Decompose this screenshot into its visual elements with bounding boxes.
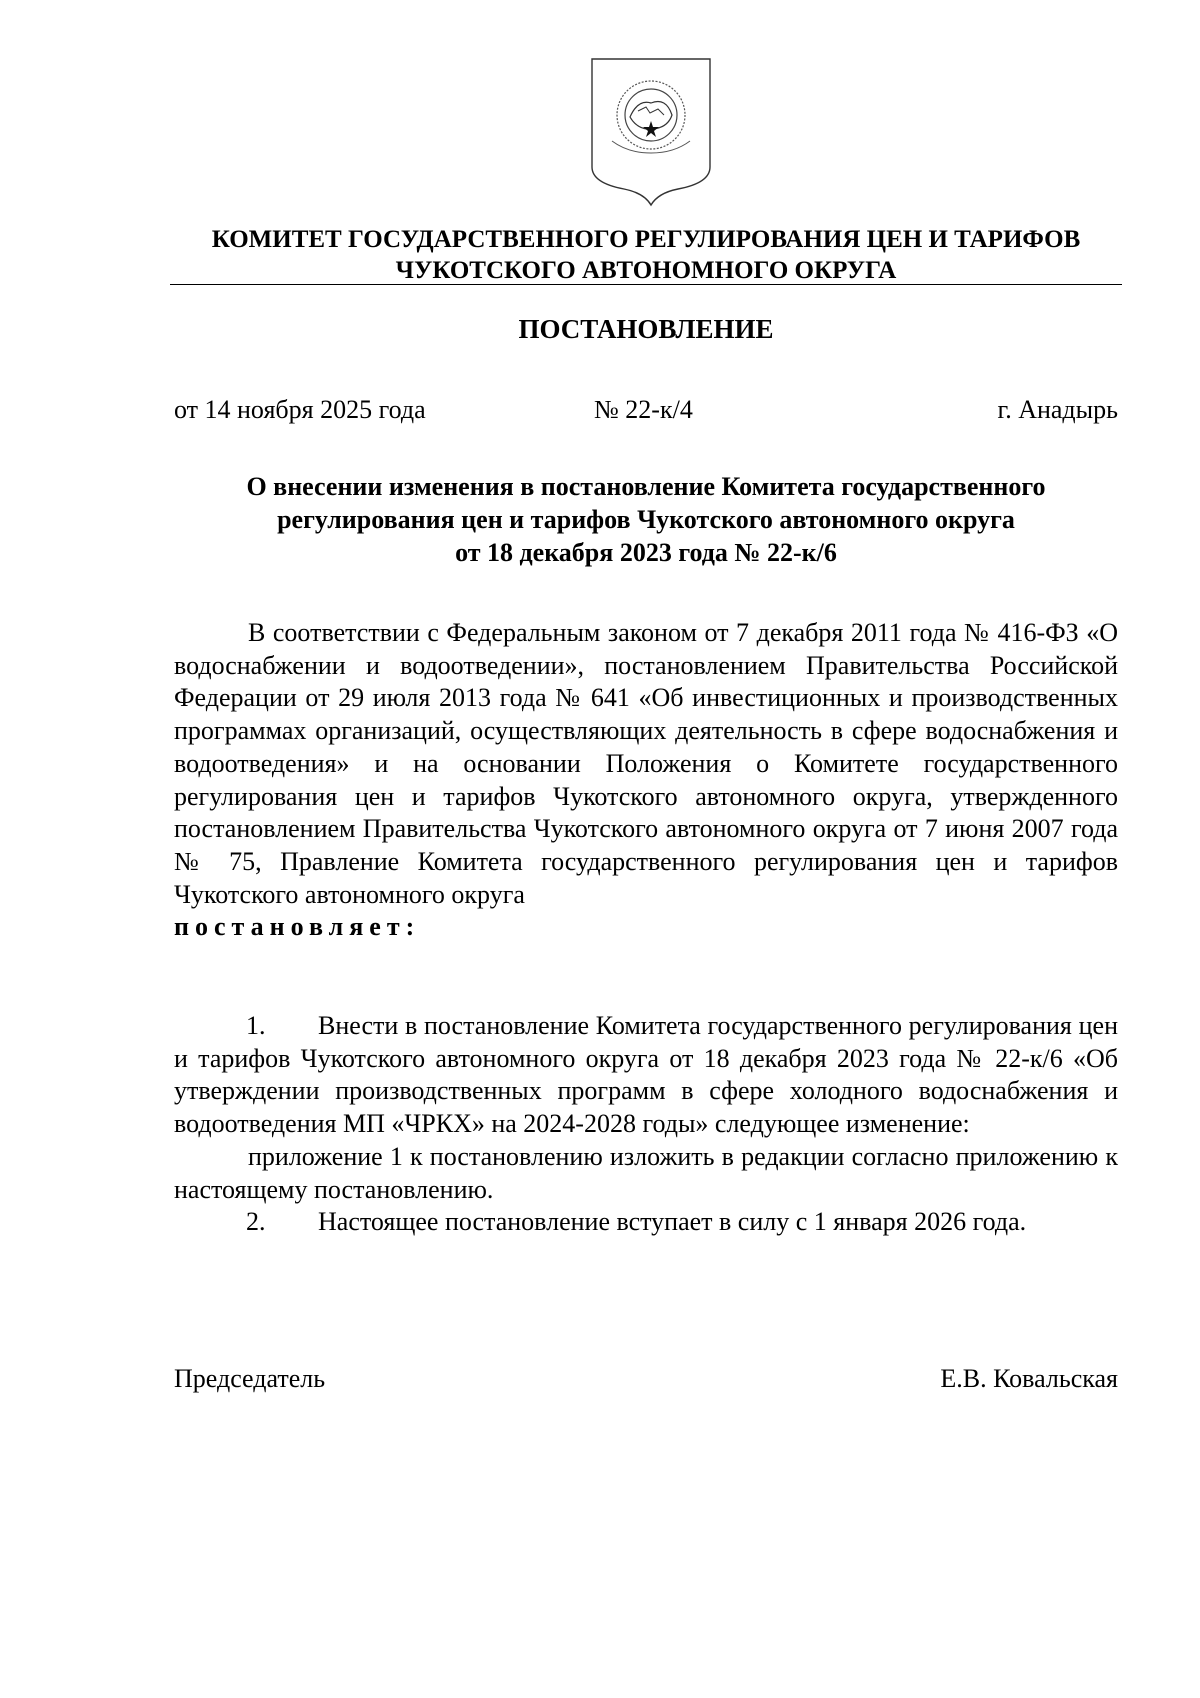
signatory-role: Председатель [174,1364,326,1393]
header-divider [170,284,1122,285]
org-line-1: КОМИТЕТ ГОСУДАРСТВЕННОГО РЕГУЛИРОВАНИЯ ЦЕН И ТАРИФОВ [211,226,1081,253]
list-item [174,1206,1118,1239]
item-subtext: приложение 1 к постановлению изложить в редакции согласно приложению к настоящему постановлению. [174,1141,1118,1204]
document-meta [174,393,1118,427]
document-number: № 22-к/4 [594,395,693,424]
list-item [174,1010,1118,1141]
issuing-authority [170,224,1122,286]
document-city: г. Анадырь [997,395,1118,424]
title-line-2: регулирования цен и тарифов Чукотского автономного округа [277,505,1015,534]
title-line-1: О внесении изменения в постановление Комитета государственного [246,472,1046,501]
decides-keyword: постановляет: [174,912,421,942]
document-date: от 14 ноября 2025 года [174,395,426,424]
item-number: 1. [246,1011,266,1040]
preamble-text: В соответствии с Федеральным законом от 7 декабря 2011 года № 416-ФЗ «О водоснабжении и водоотведении», постановлением Правительства Российской Федерации от 29 июля 2013 года № 641 «Об инвестиционных и производственных программах организаций, осуществляющих деятельность в сфере водоснабжения и водоотведения» и на основании Положения о Комитете государственного регулирования цен и тарифов Чукотского автономного округа, утвержденного постановлением Правительства Чукотского автономного округа от 7 июня 2007 года № 75, Правление Комитета государственного регулирования цен и тарифов Чукотского автономного округа [174,618,1118,909]
title-line-3: от 18 декабря 2023 года № 22-к/6 [455,538,837,567]
resolution-items [174,1010,1118,1239]
item-number: 2. [246,1207,266,1237]
document-type: ПОСТАНОВЛЕНИЕ [518,314,774,344]
org-line-2: ЧУКОТСКОГО АВТОНОМНОГО ОКРУГА [395,257,897,284]
item-text: Настоящее постановление вступает в силу с 1 января 2026 года. [318,1207,1027,1237]
item-text: Внести в постановление Комитета государственного регулирования цен и тарифов Чукотского автономного округа от 18 декабря 2023 года № 22-к/6 «Об утверждении производственных программ в сфере холодного водоснабжения и водоотведения МП «ЧРКХ» на 2024-2028 годы» следующее изменение: [174,1011,1118,1139]
signatory-name: Е.В. Ковальская [940,1364,1118,1393]
preamble [174,617,1118,944]
document-title [170,470,1122,569]
coat-of-arms-icon [588,55,714,207]
signature-block [174,1362,1118,1396]
